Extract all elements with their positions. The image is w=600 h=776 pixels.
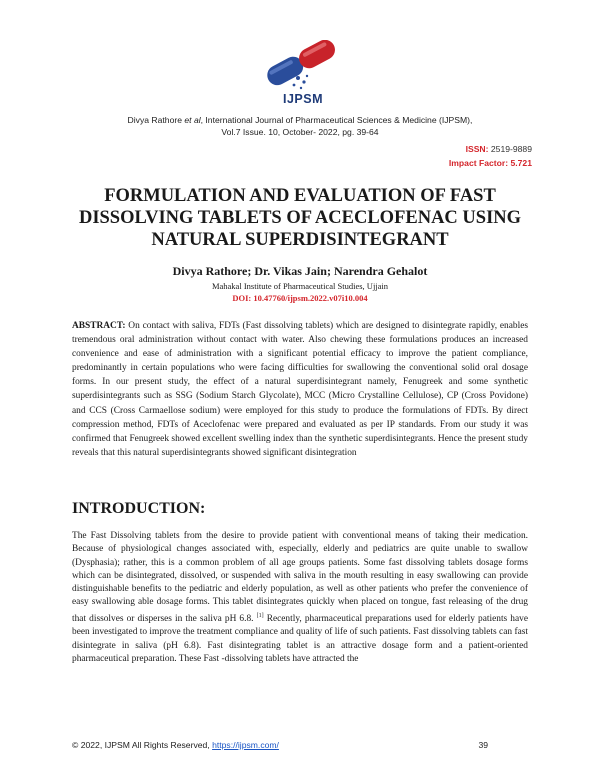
issn bbox=[466, 144, 532, 154]
citation bbox=[80, 114, 520, 138]
page-number: 39 bbox=[478, 740, 488, 750]
citation-volume: Vol.7 Issue. 10, October- 2022, pg. 39-64 bbox=[221, 127, 379, 137]
impact-factor: Impact Factor: 5.721 bbox=[448, 158, 532, 168]
citation-author: Divya Rathore bbox=[127, 115, 182, 125]
abstract-label: ABSTRACT: bbox=[72, 321, 126, 331]
authors: Divya Rathore; Dr. Vikas Jain; Narendra Gehalot bbox=[172, 264, 428, 278]
issn-value: 2519-9889 bbox=[488, 144, 532, 154]
citation-journal: , International Journal of Pharmaceutical Sciences & Medicine (IJPSM), bbox=[200, 115, 473, 125]
intro-text-2: Recently, pharmaceutical preparations used for elderly patients have been investigated to improve the treatment compliance and quality of life of such patients. Fast dissolving tablets can fast disintegrate in saliva (pH 6.8). Fast disintegrating tablet is an attractive dosage form and a patient-oriented pharmaceutical preparation. These Fast -dissolving tablets have attracted the bbox=[72, 613, 528, 664]
article-title: FORMULATION AND EVALUATION OF FAST DISSOLVING TABLETS OF ACECLOFENAC USING NATURAL SUPERDISINTEGRANT bbox=[78, 186, 522, 250]
intro-text-1: The Fast Dissolving tablets from the desire to provide patient with conventional means of taking their medication. Because of physiological changes associated with, especially, elderly and pediatrics are quite unable to swallow (Dysphasia); rather, this is a common problem of all age groups patients. Some fast dissolving tablets dosage forms which can be disintegrated, dissolved, or suspended with saliva in the mouth resulting in easy swallowing can provide distinguishable benefits to the pediatric and elderly population, as well as other patients who prefer the convenience of easy swallowing able dosage forms. This tablet disintegrates quickly when placed on tongue, fast releasing of the drug that dissolves or disperses in the saliva pH 6.8. bbox=[72, 531, 528, 624]
capsule-logo-icon bbox=[258, 40, 348, 92]
footer bbox=[72, 740, 528, 750]
intro-heading: INTRODUCTION: bbox=[72, 500, 206, 517]
abstract bbox=[72, 319, 528, 460]
doi: DOI: 10.47760/ijpsm.2022.v07i10.004 bbox=[232, 293, 368, 303]
abstract-text: On contact with saliva, FDTs (Fast dissolving tablets) which are designed to disintegrate rapidly, enables tremendous oral administration without contact with water. Also chewing these formulations produces an increased convenience and ease of administration with a significant potential efficacy to improve the patient compliance, predominantly in certain populations who were facing difficulties for swallowing the conventional solid oral dosage forms. In our present study, the effect of a natural superdisintegrant namely, Fenugreek and some synthetic superdisintegrants such as SSG (Sodium Starch Glycolate), MCC (Micro Crystalline Cellulose), CP (Cross Povidone) and CCS (Cross Carmaellose sodium) were employed for this study to produce the formulations of FDTs. By direct compression method, FDTs of Aceclofenac were prepared and evaluated as per IP standards. From our study it was confirmed that Fenugreek showed excellent swelling index than the synthetic superdisintegrants. Hence the present study reveals that this natural superdisintegrants showed significant disintegration bbox=[72, 321, 528, 458]
citation-ref[interactable]: [1] bbox=[256, 612, 264, 619]
issn-label: ISSN: bbox=[465, 144, 489, 154]
affiliation: Mahakal Institute of Pharmaceutical Studies, Ujjain bbox=[211, 281, 389, 291]
intro-paragraph bbox=[72, 530, 528, 666]
citation-etal: et al bbox=[184, 115, 201, 125]
journal-link[interactable]: https://ijpsm.com/ bbox=[212, 740, 279, 750]
logo-text: IJPSM bbox=[282, 92, 323, 106]
copyright: © 2022, IJPSM All Rights Reserved, bbox=[72, 740, 213, 750]
journal-logo bbox=[258, 40, 348, 112]
